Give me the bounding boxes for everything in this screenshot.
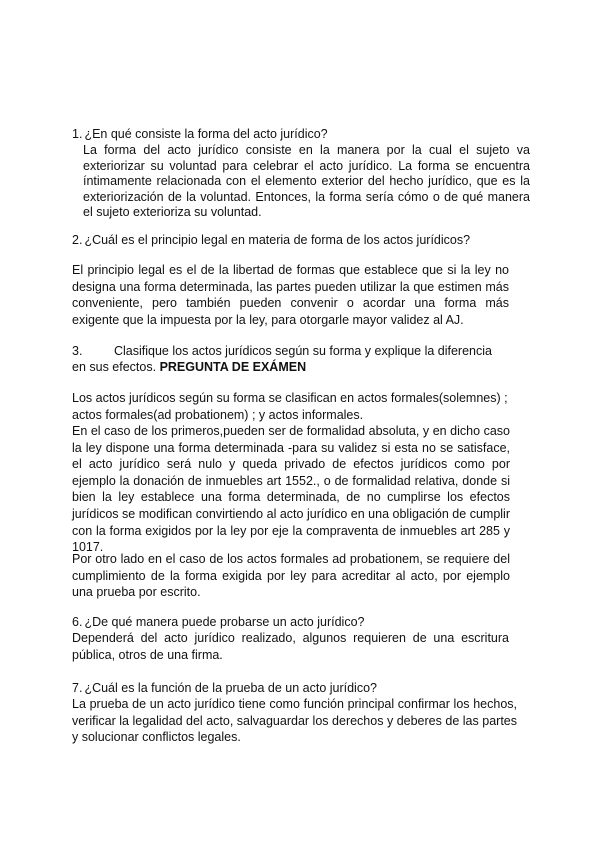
question-3-text-line2: en sus efectos.: [72, 360, 157, 374]
question-7: [72, 680, 542, 696]
question-2-number: 2.: [72, 233, 83, 247]
question-7-number: 7.: [72, 681, 83, 695]
question-3: [72, 343, 542, 359]
answer-7: La prueba de un acto jurídico tiene como función principal confirmar los hechos, verificar la legalidad del acto, salvaguardar los derechos y deberes de las partes y solucionar conflictos legales.: [72, 697, 517, 745]
answer-2: El principio legal es el de la libertad de formas que establece que si la ley no designa una forma determinada, las partes pueden utilizar la que estimen más conveniente, pero también pueden convenir o acordar una forma más exigente que la impuesta por la ley, para otorgarle mayor validez al AJ.: [72, 263, 509, 327]
answer-3-intro-line2: actos formales(ad probationem) ; y actos informales.: [72, 408, 364, 422]
question-1: [72, 126, 542, 142]
answer-1: La forma del acto jurídico consiste en la manera por la cual el sujeto va exteriorizar su voluntad para celebrar el acto jurídico. La forma se encuentra íntimamente relacionada con el elemento exterior del hecho jurídico, que es la exteriorización de la voluntad. Entonces, la forma sería cómo o de qué manera el sujeto exterioriza su voluntad.: [83, 143, 530, 220]
question-6: [72, 614, 542, 630]
question-3-number: 3.: [72, 344, 83, 358]
question-1-number: 1.: [72, 127, 83, 141]
question-2-text: ¿Cuál es el principio legal en materia de forma de los actos jurídicos?: [84, 233, 471, 247]
question-6-number: 6.: [72, 615, 83, 629]
question-7-text: ¿Cuál es la función de la prueba de un acto jurídico?: [84, 681, 377, 695]
question-6-text: ¿De qué manera puede probarse un acto jurídico?: [84, 615, 365, 629]
answer-3-intro-line1: Los actos jurídicos según su forma se clasifican en actos formales(solemnes) ;: [72, 391, 508, 405]
question-1-text: ¿En qué consiste la forma del acto jurídico?: [84, 127, 328, 141]
question-3-text-line1: Clasifique los actos jurídicos según su forma y explique la diferencia: [114, 344, 492, 358]
answer-6: Dependerá del acto jurídico realizado, algunos requieren de una escritura pública, otros de una firma.: [72, 631, 509, 662]
exam-tag: PREGUNTA DE EXÁMEN: [159, 360, 307, 374]
answer-3-paragraph-2: En el caso de los primeros,pueden ser de formalidad absoluta, y en dicho caso la ley dispone una forma determinada -para su validez si esta no se satisface, el acto jurídico será nulo y queda privado de efectos jurídicos como por ejemplo la donación de inmuebles art 1552., o de formalidad relativa, donde si bien la ley establece una forma determinada, de no cumplirse los efectos jurídicos se modifican convirtiendo al acto jurídico en una obligación de cumplir con la forma exigidos por la ley por eje la compraventa de inmuebles art 285 y 1017.: [72, 424, 510, 555]
question-3-line2: [72, 359, 542, 375]
answer-3-paragraph-3: Por otro lado en el caso de los actos formales ad probationem, se requiere del cumplimiento de la forma exigida por ley para acreditar al acto, por ejemplo una prueba por escrito.: [72, 552, 510, 600]
question-2: [72, 232, 542, 248]
